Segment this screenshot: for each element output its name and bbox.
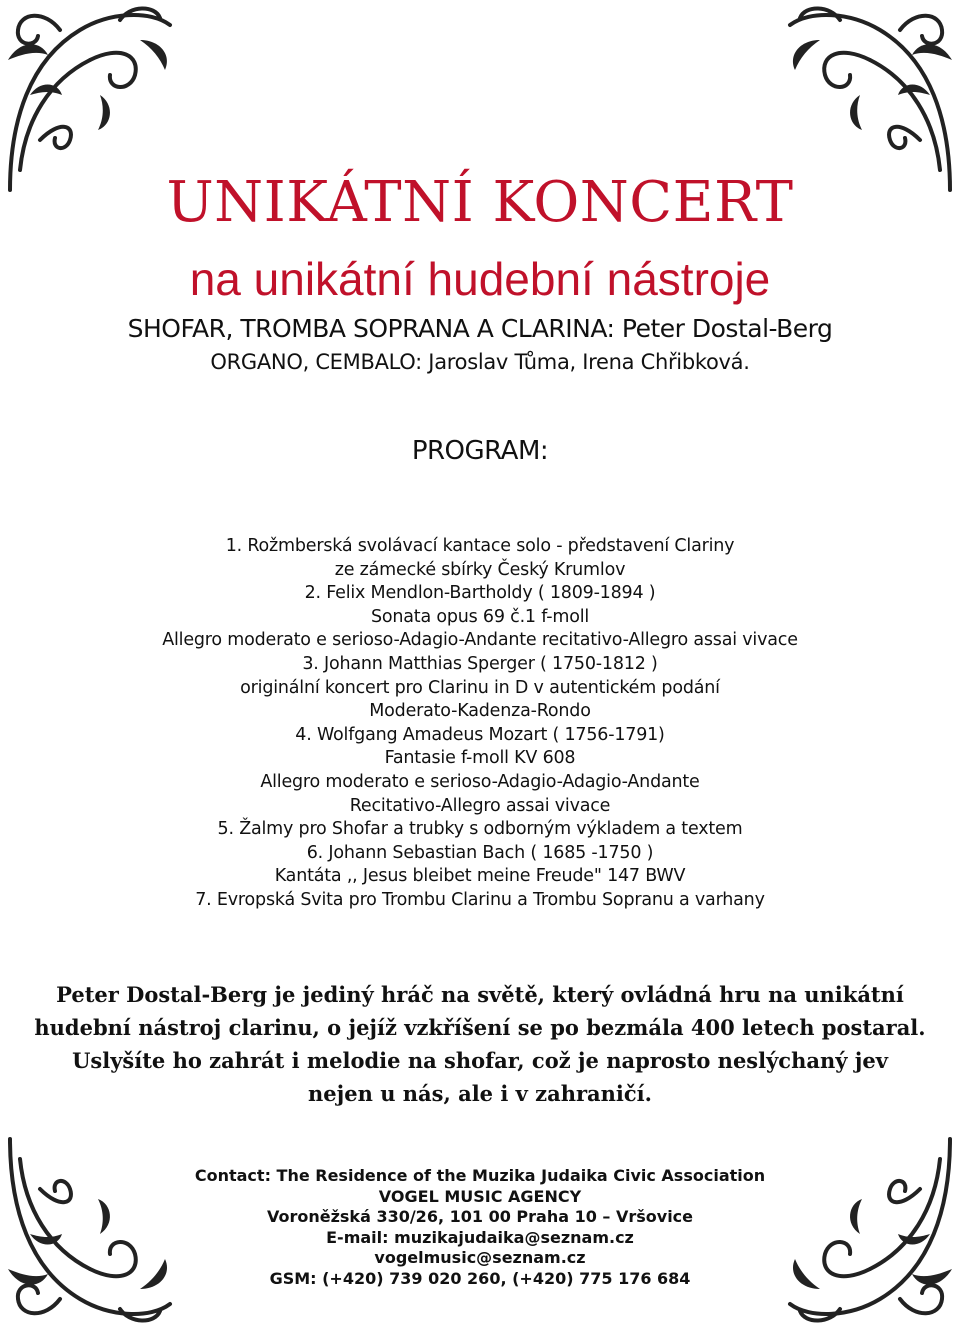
description-line: hudební nástroj clarinu, o jejíž vzkříšení se po bezmála 400 letech postaral. <box>34 1015 926 1040</box>
program-line: Sonata opus 69 č.1 f-moll <box>370 606 590 627</box>
program-line: Fantasie f-moll KV 608 <box>384 748 576 769</box>
program-line: 5. Žalmy pro Shofar a trubky s odborným výkladem a textem <box>217 819 743 840</box>
description-line: Uslyšíte ho zahrát i melodie na shofar, což je naprosto neslýchaný jev <box>72 1048 888 1073</box>
contact-organization: Contact: The Residence of the Muzika Judaika Civic Association <box>194 1166 766 1185</box>
program-line: 7. Evropská Svita pro Trombu Clarinu a Trombu Sopranu a varhany <box>195 889 765 910</box>
page-title: UNIKÁTNÍ KONCERT <box>166 170 794 235</box>
program-heading: PROGRAM: <box>411 436 549 466</box>
program-line: 1. Rožmberská svolávací kantace solo - představení Clariny <box>225 536 735 556</box>
program-line: 3. Johann Matthias Sperger ( 1750-1812 ) <box>302 653 658 674</box>
performers-brass: SHOFAR, TROMBA SOPRANA A CLARINA: Peter Dostal-Berg <box>127 314 833 343</box>
program-list <box>0 535 960 913</box>
page-subtitle: na unikátní hudební nástroje <box>189 253 771 305</box>
description-line: nejen u nás, ale i v zahraničí. <box>308 1081 652 1106</box>
program-line: 4. Wolfgang Amadeus Mozart ( 1756-1791) <box>295 724 665 745</box>
program-line: Allegro moderato e serioso-Adagio-Adagio-Andante <box>260 771 700 792</box>
performer-description <box>0 978 960 1110</box>
contact-email-secondary[interactable]: vogelmusic@seznam.cz <box>374 1248 586 1268</box>
program-line: ze zámecké sbírky Český Krumlov <box>334 559 626 580</box>
program-line: Recitativo-Allegro assai vivace <box>349 795 611 816</box>
program-line: Moderato-Kadenza-Rondo <box>369 701 591 722</box>
program-line: Kantáta ,, Jesus bleibet meine Freude" 147 BWV <box>274 866 686 887</box>
contact-block <box>0 1166 960 1290</box>
program-line: Allegro moderato e serioso-Adagio-Andante recitativo-Allegro assai vivace <box>162 630 798 651</box>
contact-address: Voroněžská 330/26, 101 00 Praha 10 – Vršovice <box>266 1207 694 1227</box>
description-line: Peter Dostal-Berg je jediný hráč na světě, který ovládná hru na unikátní <box>56 982 904 1007</box>
performers-keyboard: ORGANO, CEMBALO: Jaroslav Tůma, Irena Chřibková. <box>210 350 750 374</box>
program-line: originální koncert pro Clarinu in D v autentickém podání <box>240 677 720 698</box>
program-line: 2. Felix Mendlon-Bartholdy ( 1809-1894 ) <box>304 583 656 604</box>
contact-email-primary[interactable]: E-mail: muzikajudaika@seznam.cz <box>326 1227 634 1247</box>
contact-agency: VOGEL MUSIC AGENCY <box>378 1186 582 1206</box>
program-line: 6. Johann Sebastian Bach ( 1685 -1750 ) <box>306 842 654 863</box>
contact-phone[interactable]: GSM: (+420) 739 020 260, (+420) 775 176 684 <box>269 1268 691 1288</box>
